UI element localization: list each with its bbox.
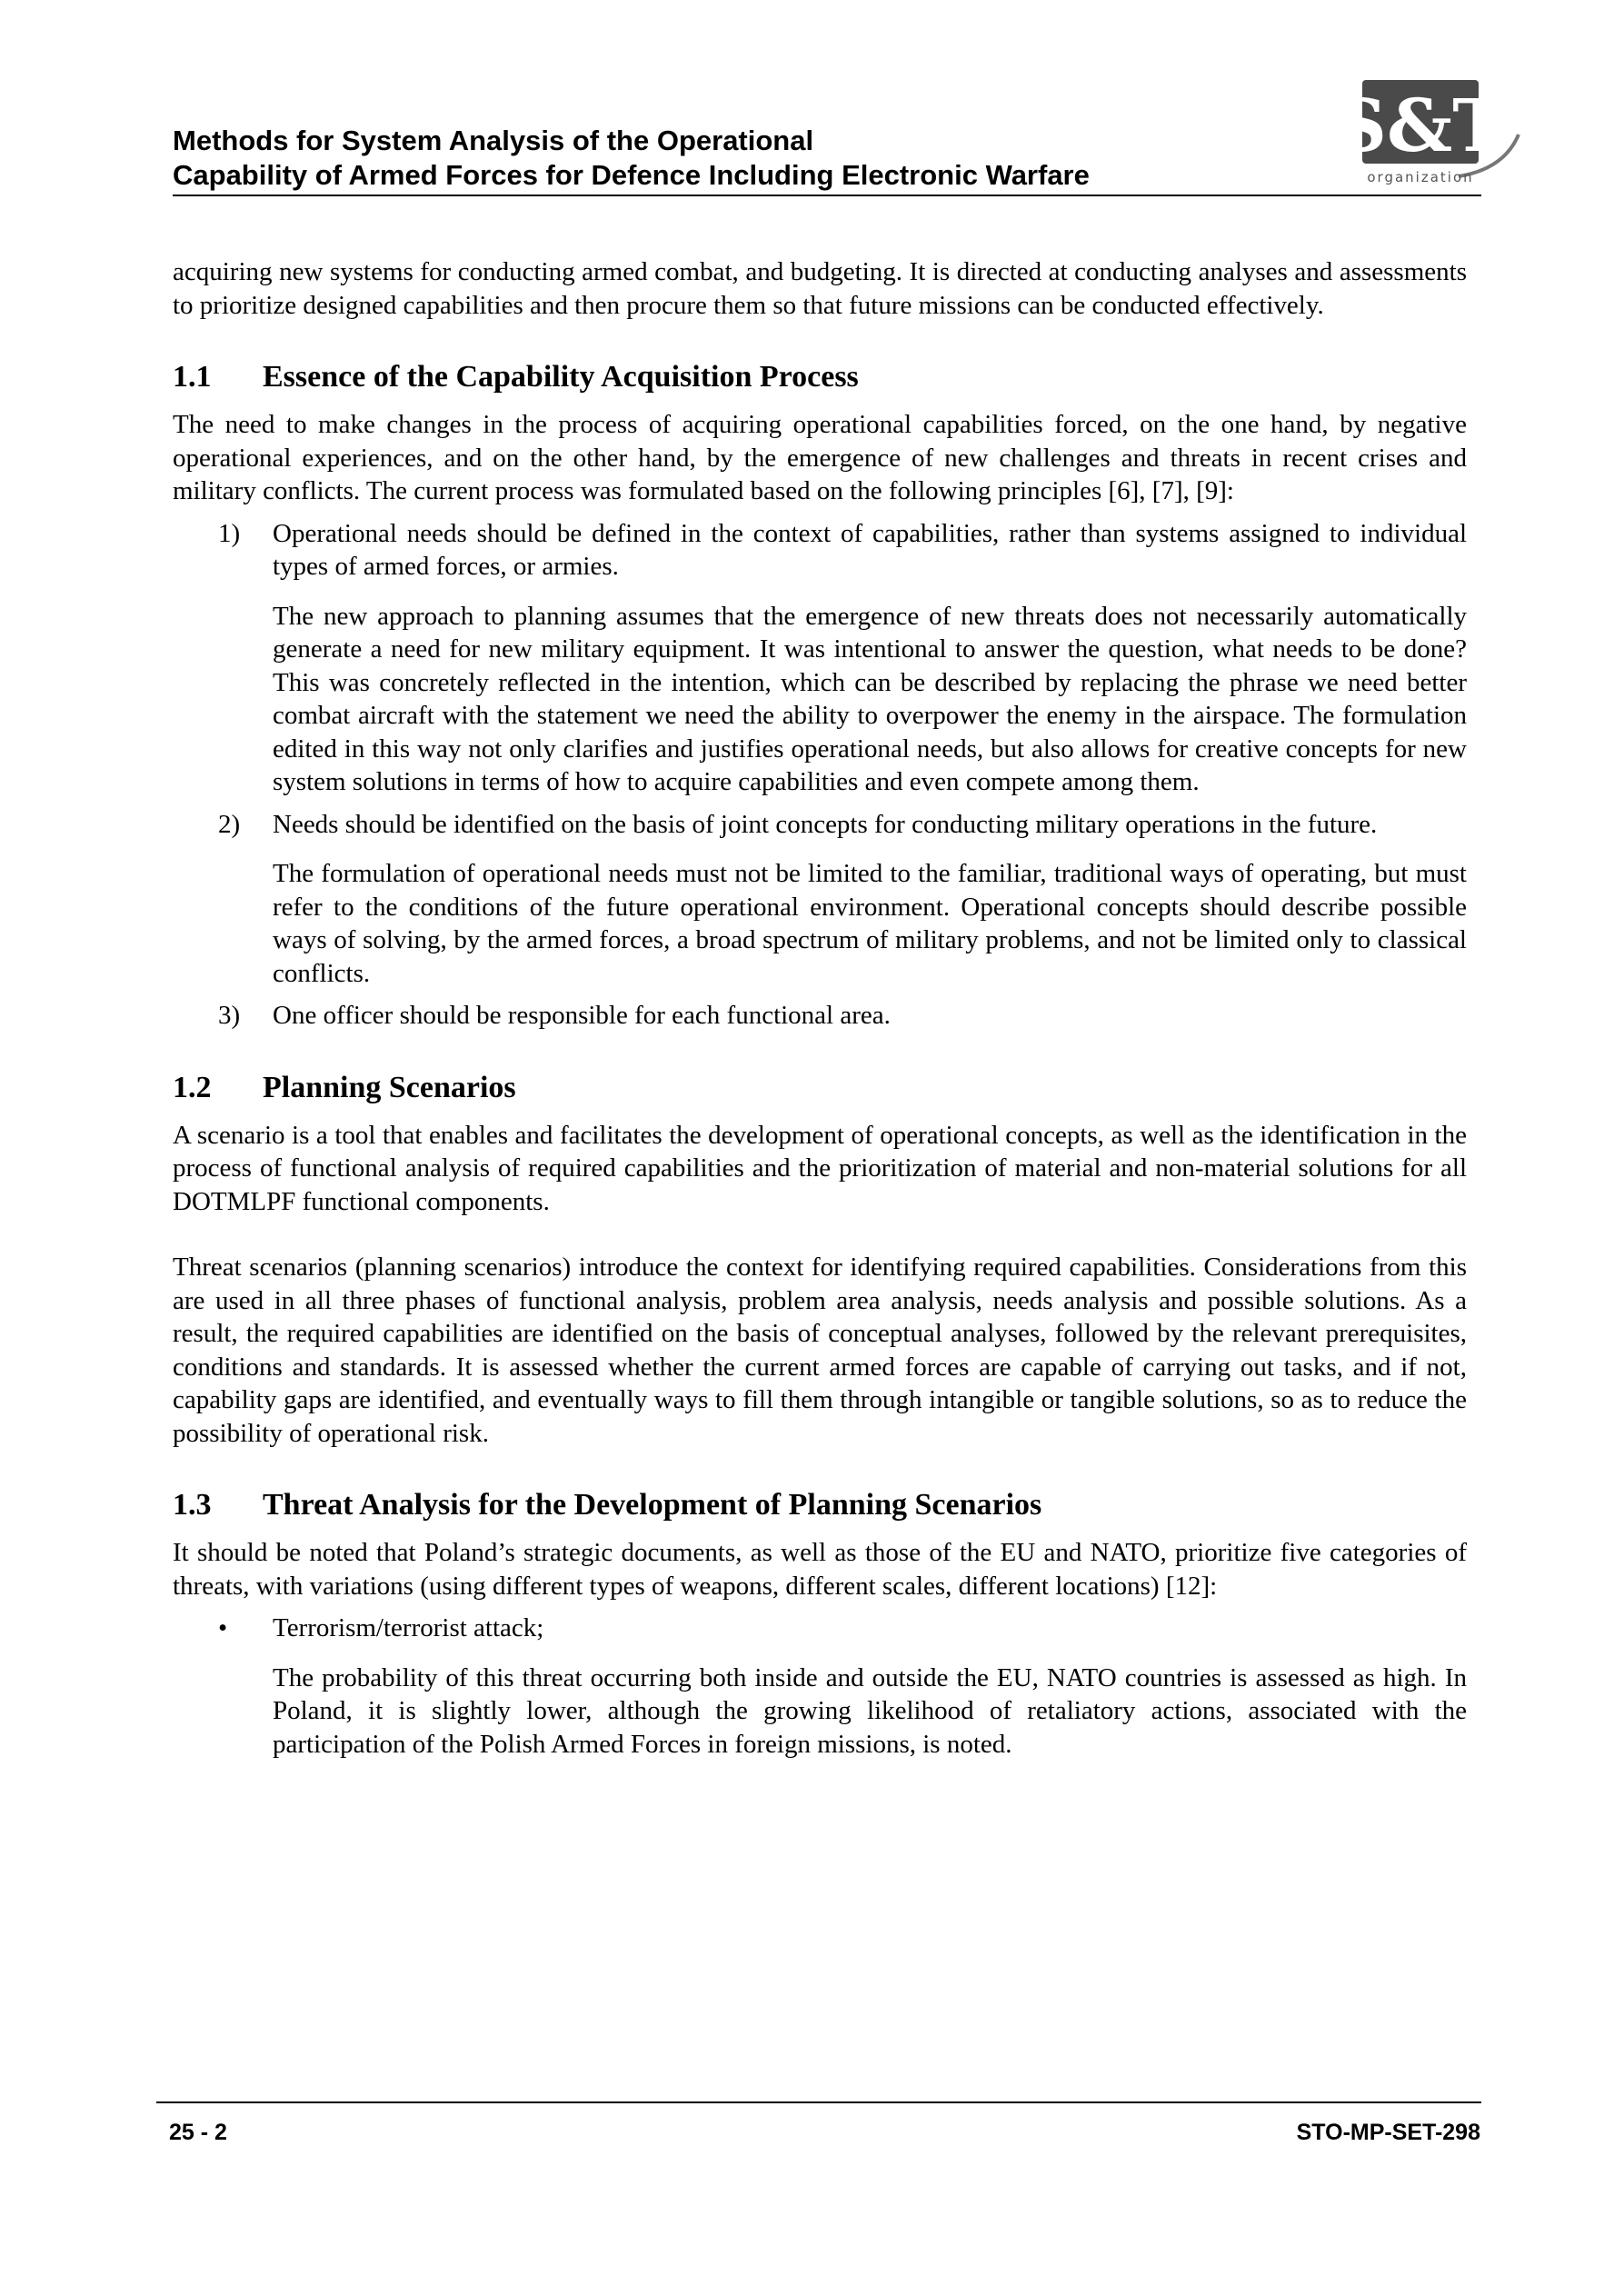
- bullet-item-text: Terrorism/terrorist attack;: [273, 1613, 544, 1642]
- section-title: Planning Scenarios: [263, 1070, 516, 1104]
- bullet-item: [218, 1612, 1467, 1645]
- section-number: 1.1: [173, 360, 212, 394]
- section-number: 1.3: [173, 1488, 212, 1522]
- logo-subtext: organization: [1367, 169, 1474, 185]
- list-item: [218, 999, 1467, 1033]
- paragraph: A scenario is a tool that enables and facilitates the development of operational concepts, as well as the identification in the process of functional analysis of required capabilities and the prioritization of material and non-material solutions for all DOTMLPF functional components.: [173, 1120, 1467, 1216]
- header-rule: [173, 195, 1481, 196]
- footer-rule: [156, 2101, 1481, 2103]
- section-title: Essence of the Capability Acquisition Process: [263, 360, 859, 394]
- page-number: 25 - 2: [169, 2120, 227, 2145]
- running-header: [173, 120, 1481, 196]
- paragraph: It should be noted that Poland’s strategic documents, as well as those of the EU and NATO, prioritize five categories of threats, with variations (using different types of weapons, different scales, different locations) [12]:: [173, 1538, 1467, 1601]
- page-body: [173, 255, 1467, 1761]
- list-item-text: Operational needs should be defined in the context of capabilities, rather than systems assigned to individual types of armed forces, or armies.: [273, 518, 1467, 581]
- bullet-marker: •: [218, 1613, 228, 1642]
- intro-paragraph: acquiring new systems for conducting armed combat, and budgeting. It is directed at conducting analyses and assessments to prioritize designed capabilities and then procure them so that future missions can be conducted effectively.: [173, 257, 1467, 320]
- section-title: Threat Analysis for the Development of Planning Scenarios: [263, 1488, 1042, 1522]
- list-marker: 3): [218, 1001, 241, 1030]
- bullet-item-detail: The probability of this threat occurring both inside and outside the EU, NATO countries is assessed as high. In Poland, it is slightly lower, although the growing likelihood of retaliatory actions, associated with the participation of the Polish Armed Forces in foreign missions, is noted.: [273, 1662, 1467, 1759]
- header-title-line2: Capability of Armed Forces for Defence Including Electronic Warfare: [173, 159, 1090, 191]
- document-id: STO-MP-SET-298: [1296, 2120, 1480, 2145]
- list-item-detail: The new approach to planning assumes that the emergence of new threats does not necessarily automatically generate a need for new military equipment. It was intentional to answer the question, what needs to be done? This was concretely reflected in the intention, which can be described by replacing the phrase we need better combat aircraft with the statement we need the ability to overpower the enemy in the airspace. The formulation edited in this way not only clarifies and justifies operational needs, but also allows for creative concepts for new system solutions in terms of how to acquire capabilities and even compete among them.: [273, 601, 1467, 796]
- header-title: [173, 124, 1090, 193]
- section-heading-1-3: [173, 1487, 1467, 1523]
- list-marker: 1): [218, 518, 241, 548]
- header-title-line1: Methods for System Analysis of the Operational: [173, 125, 814, 156]
- section-heading-1-2: [173, 1070, 1467, 1106]
- list-marker: 2): [218, 809, 241, 839]
- section-heading-1-1: [173, 359, 1467, 395]
- section-number: 1.2: [173, 1070, 212, 1104]
- list-item-text: One officer should be responsible for each functional area.: [273, 1001, 891, 1030]
- paragraph: The need to make changes in the process of acquiring operational capabilities forced, on the one hand, by negative operational experiences, and on the other hand, by the emergence of new challenges and threats in recent crises and military conflicts. The current process was formulated based on the following principles [6], [7], [9]:: [173, 410, 1467, 505]
- paragraph: Threat scenarios (planning scenarios) introduce the context for identifying required capabilities. Considerations from this are used in all three phases of functional analysis, problem area analysis, needs analysis and possible solutions. As a result, the required capabilities are identified on the basis of conceptual analyses, followed by the relevant prerequisites, conditions and standards. It is assessed whether the current armed forces are capable of carrying out tasks, and if not, capability gaps are identified, and eventually ways to fill them through intangible or tangible solutions, so as to reduce the possibility of operational risk.: [173, 1253, 1467, 1448]
- list-item: [218, 808, 1467, 842]
- list-item: [218, 517, 1467, 584]
- list-item-detail: The formulation of operational needs must not be limited to the familiar, traditional ways of operating, but must refer to the conditions of the future operational environment. Operational concepts should describe possible ways of solving, by the armed forces, a broad spectrum of military problems, and not be limited only to classical conflicts.: [273, 859, 1467, 988]
- list-item-text: Needs should be identified on the basis of joint concepts for conducting military operations in the future.: [273, 809, 1378, 839]
- sto-logo: [1334, 75, 1520, 191]
- logo-mark: S&T: [1334, 83, 1507, 168]
